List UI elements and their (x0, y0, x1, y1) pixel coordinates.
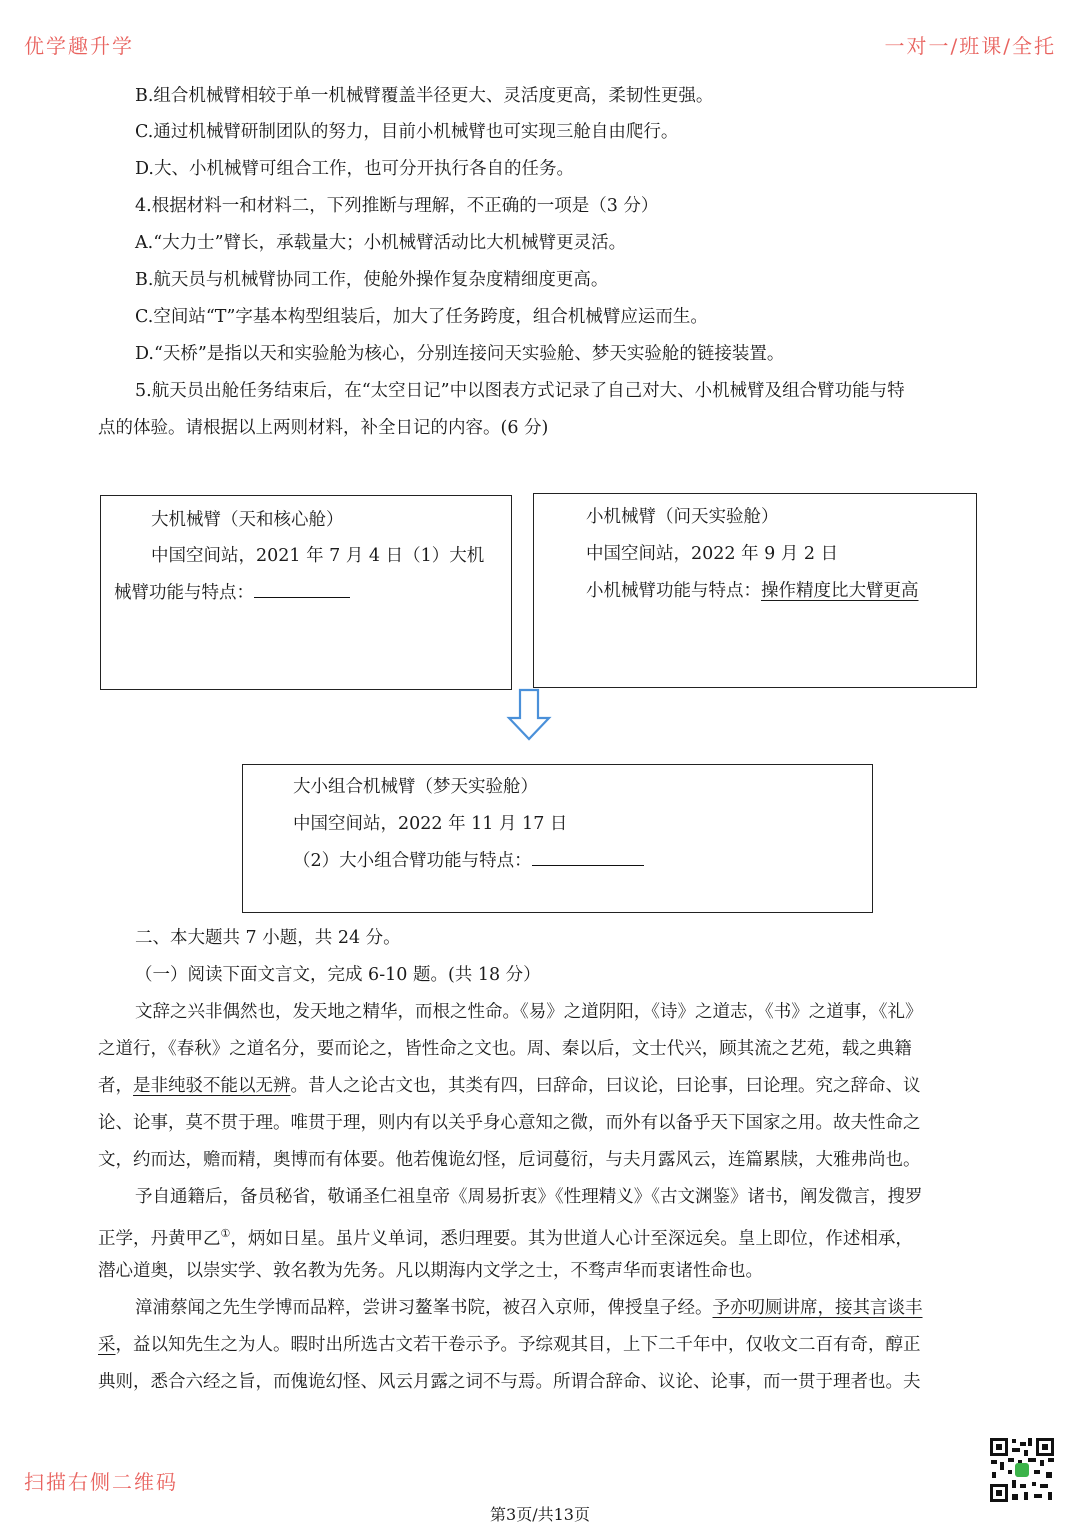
passage-line: 文，约而达，赡而精，奥博而有体要。他若傀诡幻怪，卮词蔓衍，与夫月露风云，连篇累牍，大雅弗尚也。 (98, 1150, 921, 1170)
answer-blank-2[interactable] (532, 851, 644, 866)
underlined-sentence: 予亦叨厕讲席，接其言谈丰 (712, 1298, 923, 1318)
passage-line: 采，益以知先生之为人。暇时出所选古文若干卷示予。予综观其目，上下二千年中，仅收文二百有奇，醇正 (98, 1335, 921, 1355)
passage-line: 者，是非纯驳不能以无辨。昔人之论古文也，其类有四，曰辞命，曰议论，曰论事，曰论理。究之辞命、议 (98, 1076, 921, 1096)
question-5: 5.航天员出舱任务结束后，在“太空日记”中以图表方式记录了自己对大、小机械臂及组合臂功能与特 (135, 381, 905, 401)
header-brand: 优学趣升学 (24, 34, 134, 58)
section-heading: 二、本大题共 7 小题，共 24 分。 (135, 928, 401, 948)
q4-option-a: A.“大力士”臂长，承载量大；小机械臂活动比大机械臂更灵活。 (135, 233, 627, 253)
option-c: C.通过机械臂研制团队的努力，目前小机械臂也可实现三舱自由爬行。 (135, 122, 679, 142)
passage-line: 典则，悉合六经之旨，而傀诡幻怪、风云月露之词不与焉。所谓合辞命、议论、论事，而一贯于理者也。夫 (98, 1372, 921, 1392)
diary-box-small-arm (533, 493, 977, 688)
box2-title: 小机械臂（问天实验舱） (586, 507, 779, 527)
diary-box-large-arm (100, 495, 512, 690)
box1-line2: 械臂功能与特点： (114, 583, 254, 603)
box3-line2: （2）大小组合臂功能与特点： (293, 851, 532, 871)
qr-code-icon[interactable] (988, 1436, 1056, 1504)
passage-line: 之道行，《春秋》之道名分，要而论之，皆性命之文也。周、秦以后，文士代兴，顾其流之艺苑，载之典籍 (98, 1039, 912, 1059)
header-services: 一对一/班课/全托 (884, 34, 1056, 58)
footer-scan-hint: 扫描右侧二维码 (24, 1470, 178, 1494)
section-sub: （一）阅读下面文言文，完成 6-10 题。(共 18 分） (135, 965, 541, 985)
question-4: 4.根据材料一和材料二，下列推断与理解，不正确的一项是（3 分） (135, 196, 659, 216)
box2-line2: 小机械臂功能与特点： (586, 581, 761, 601)
box2-answer: 操作精度比大臂更高 (761, 581, 919, 601)
passage-line: 论、论事，莫不贯于理。唯贯于理，则内有以关乎身心意知之微，而外有以备乎天下国家之用。故夫性命之 (98, 1113, 921, 1133)
box3-line1: 中国空间站，2022 年 11 月 17 日 (293, 814, 568, 834)
answer-blank-1[interactable] (254, 583, 350, 598)
passage-line: 予自通籍后，备员秘省，敬诵圣仁祖皇帝《周易折衷》《性理精义》《古文渊鉴》诸书，阐发微言，搜罗 (135, 1187, 923, 1207)
passage-line: 潜心道奥，以崇实学、敦名教为先务。凡以期海内文学之士，不骛声华而衷诸性命也。 (98, 1261, 763, 1281)
box1-title: 大机械臂（天和核心舱） (151, 510, 344, 530)
q4-option-b: B.航天员与机械臂协同工作，使舱外操作复杂度精细度更高。 (135, 270, 609, 290)
passage-line: 文辞之兴非偶然也，发天地之精华，而根之性命。《易》之道阴阳，《诗》之道志，《书》之道事，《礼》 (135, 1002, 923, 1022)
option-d: D.大、小机械臂可组合工作，也可分开执行各自的任务。 (135, 159, 574, 179)
down-arrow-icon (506, 688, 552, 742)
passage-line: 正学，丹黄甲乙①，炳如日星。虽片义单词，悉归理要。其为世道人心计至深远矣。皇上即位，作述相承， (98, 1227, 913, 1249)
underlined-sentence: 是非纯驳不能以无辨 (133, 1076, 291, 1096)
q4-option-d: D.“天桥”是指以天和实验舱为核心，分别连接问天实验舱、梦天实验舱的链接装置。 (135, 344, 785, 364)
box1-line1: 中国空间站，2021 年 7 月 4 日（1）大机 (151, 546, 485, 566)
footnote-marker: ① (220, 1227, 231, 1240)
diary-box-combined-arm (242, 764, 873, 913)
passage-line: 漳浦蔡闻之先生学博而品粹，尝讲习鳌峯书院，被召入京师，俾授皇子经。予亦叨厕讲席，接其言谈丰 (135, 1298, 923, 1318)
box3-title: 大小组合机械臂（梦天实验舱） (293, 777, 538, 797)
page-number: 第3页/共13页 (490, 1505, 590, 1524)
box2-line1: 中国空间站，2022 年 9 月 2 日 (586, 544, 839, 564)
option-b: B.组合机械臂相较于单一机械臂覆盖半径更大、灵活度更高，柔韧性更强。 (135, 86, 714, 106)
question-5-cont: 点的体验。请根据以上两则材料，补全日记的内容。(6 分) (98, 418, 549, 438)
underlined-sentence: 采 (98, 1335, 116, 1355)
q4-option-c: C.空间站“T”字基本构型组装后，加大了任务跨度，组合机械臂应运而生。 (135, 307, 708, 327)
